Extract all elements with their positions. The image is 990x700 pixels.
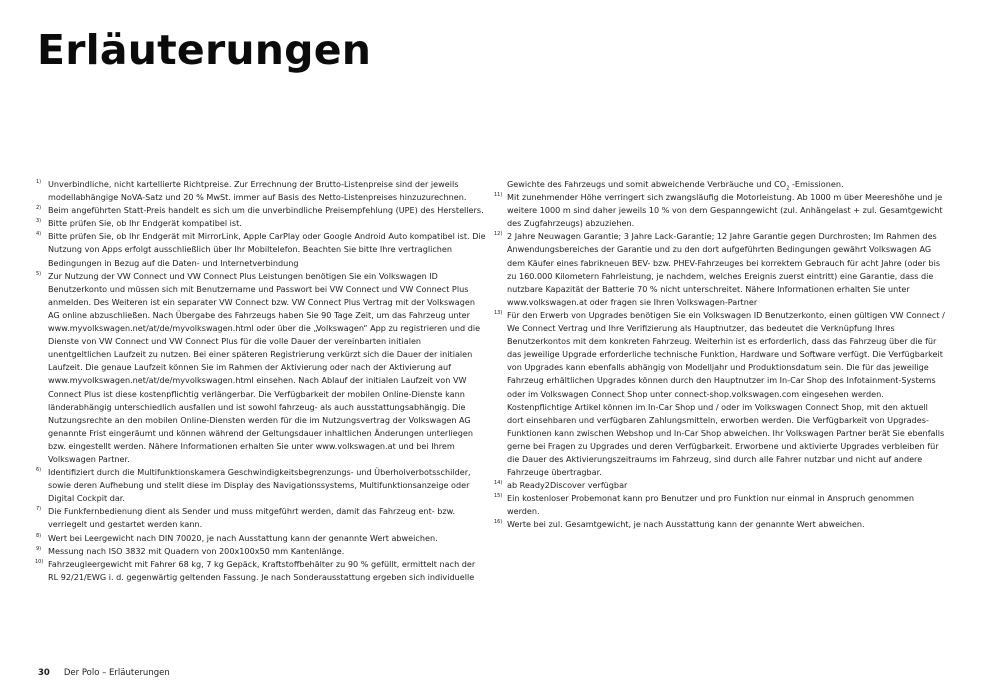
footnote-text: ab Ready2Discover verfügbar	[507, 480, 628, 491]
footnote-marker: 4)	[36, 231, 42, 238]
footnote-text: Zur Nutzung der VW Connect und VW Connect Plus Leistungen benötigen Sie ein Volkswagen ID Benutzerkonto und müssen sich mit Benutzername und Passwort bei VW Connect und VW Connect Plus anmelden. Des Weiteren ist ein separater VW Connect bzw. VW Connect Plus Vertrag mit der Volkswagen AG online abzuschließen. Nach Übergabe des Fahrzeugs haben Sie 90 Tage Zeit, um das Fahrzeug unter www.myvolkswagen.net/at/de/myvolkswagen.html oder über die „Volkswagen“ App zu registrieren und die Dienste von VW Connect und VW Connect Plus für die volle Dauer der vereinbarten initialen unentgeltlichen Laufzeit zu nutzen. Bei einer späteren Registrierung verkürzt sich die Dauer der initialen Laufzeit. Die genaue Laufzeit können Sie im Rahmen der Aktivierung oder nach der Aktivierung auf www.myvolkswagen.net/at/de/myvolkswagen.html einsehen. Nach Ablauf der initialen Laufzeit von VW Connect Plus ist diese kostenpflichtig verlängerbar. Die Verfügbarkeit der mobilen Online-Dienste kann länderabhängig unterschiedlich ausfallen und ist sowohl fahrzeug- als auch ausstattungsabhängig. Die Nutzungsrechte an den mobilen Online-Diensten werden für die im Nutzungsvertrag der Volkswagen AG genannte Frist eingeräumt und können während der Geltungsdauer inhaltlichen Änderungen unterliegen bzw. eingestellt werden. Nähere Informationen erhalten Sie unter www.volkswagen.at und bei Ihrem Volkswagen Partner.	[48, 270, 481, 464]
footnote-marker: 5)	[36, 270, 42, 277]
footnote-marker: 12)	[494, 231, 503, 238]
footnote-text: Identifiziert durch die Multifunktionskamera Geschwindigkeitsbegrenzungs- und Überholverbotsschilder, sowie deren Aufhebung und stellt diese im Display des Navigationssystems, Multifunktionsanzeige oder Digital Cockpit dar.	[48, 467, 471, 504]
footnote-text: Für den Erwerb von Upgrades benötigen Sie ein Volkswagen ID Benutzerkonto, einen gültigen VW Connect / We Connect Vertrag und Ihre Verifizierung als Hauptnutzer, das bedeutet die Verknüpfung Ihres Benutzerkontos mit dem konkreten Fahrzeug. Weiterhin ist es erforderlich, dass das Fahrzeug über die für das jeweilige Upgrade erforderliche technische Funktion, Hardware und Software verfügt. Die Verfügbarkeit von Upgrades kann ebenfalls abhängig von Modelljahr und Produktionsdatum sein. Die für das jeweilige Fahrzeug erhältlichen Upgrades können durch den Hauptnutzer im In-Car Shop des Infotainment-Systems oder im Volkswagen Connect Shop unter connect-shop.volkswagen.com eingesehen werden. Kostenpflichtige Artikel können im In-Car Shop und / oder im Volkswagen Connect Shop, mit den aktuell dort einsehbaren und verfügbaren Zahlungsmitteln, erworben werden. Die Verfügbarkeit von Upgrades-Funktionen kann zwischen Webshop und In-Car Shop abweichen. Ihr Volkswagen Partner berät Sie ebenfalls gerne bei Fragen zu Upgrades und deren Verfügbarkeit. Erworbene und aktivierte Upgrades verbleiben für die Dauer des Aktivierungszeitraums im Fahrzeug, sind durch alle Fahrer nutzbar und nicht auf andere Fahrzeuge übertragbar.	[507, 309, 945, 478]
footnote-15	[494, 492, 945, 518]
page-title: Erläuterungen	[37, 26, 372, 74]
footnote-12	[494, 230, 945, 309]
footnote-marker: 9)	[36, 545, 42, 552]
footnote-marker: 7)	[36, 506, 42, 513]
footnote-marker: 11)	[494, 192, 503, 199]
footnotes-left-column	[35, 178, 486, 584]
footnote-2	[38, 204, 486, 217]
footnote-text: Beim angeführten Statt-Preis handelt es sich um die unverbindliche Preisempfehlung (UPE) des Herstellers.	[48, 205, 484, 216]
footnote-text: 2 Jahre Neuwagen Garantie; 3 Jahre Lack-Garantie; 12 Jahre Garantie gegen Durchrosten; Im Rahmen des Anwendungsbereiches der Garantie und zu den dort aufgeführten Bedingungen gewährt Volkswagen AG dem Käufer eines fabrikneuen BEV- bzw. PHEV-Fahrzeuges bei korrektem Gebrauch für acht Jahre (oder bis zu 160.000 Kilometern Fahrleistung, je nachdem, welches Ereignis zuerst eintritt) eine Garantie, dass die nutzbare Kapazität der Batterie 70 % nicht unterschreitet. Nähere Informationen erhalten Sie unter www.volkswagen.at oder fragen sie Ihren Volkswagen-Partner	[507, 231, 941, 307]
footnote-text: Werte bei zul. Gesamtgewicht, je nach Ausstattung kann der genannte Wert abweichen.	[507, 519, 865, 530]
footnote-marker: 1)	[36, 179, 42, 185]
footnote-marker: 3)	[36, 218, 42, 225]
footnote-4	[38, 230, 486, 269]
footnote-1	[38, 178, 486, 204]
footnote-marker: 14)	[494, 480, 503, 487]
footnote-10-continuation: Gewichte des Fahrzeugs und somit abweichende Verbräuche und $CO_2$ -Emissionen.	[507, 179, 844, 192]
footnote-16	[494, 518, 945, 531]
footnote-marker: 8)	[36, 532, 42, 539]
footnote-5	[38, 270, 486, 466]
footnote-marker: 2)	[36, 205, 42, 212]
footnote-marker: 6)	[36, 467, 42, 474]
footnote-7	[38, 505, 486, 531]
footnote-9	[38, 545, 486, 558]
footnote-text: Ein kostenloser Probemonat kann pro Benutzer und pro Funktion nur einmal in Anspruch genommen werden.	[507, 493, 914, 517]
footnote-marker: 16)	[494, 519, 503, 526]
footnotes-right-column	[494, 178, 945, 532]
page-footer	[38, 668, 170, 678]
page-number: 30	[38, 668, 50, 678]
footnote-text: Bitte prüfen Sie, ob Ihr Endgerät kompatibel ist.	[48, 218, 242, 229]
footnote-6	[38, 466, 486, 505]
footnote-text: Wert bei Leergewicht nach DIN 70020, je nach Ausstattung kann der genannte Wert abweichen.	[48, 532, 438, 543]
footnote-14	[494, 479, 945, 492]
footnote-13	[494, 309, 945, 479]
footnote-marker: 10)	[35, 558, 44, 565]
footnote-8	[38, 532, 486, 545]
footer-section-label: Der Polo – Erläuterungen	[63, 668, 170, 678]
footnote-text: Unverbindliche, nicht kartellierte Richtpreise. Zur Errechnung der Brutto-Listenpreise sind der jeweils modellabhängige NoVA-Satz und 20 % MwSt. immer auf Basis des Netto-Listenpreises hinzuzurechnen.	[48, 179, 467, 203]
footnote-text: Die Funkfernbedienung dient als Sender und muss mitgeführt werden, damit das Fahrzeug ent- bzw. verriegelt und gestartet werden kann.	[48, 506, 456, 530]
footnote-marker: 13)	[494, 309, 503, 316]
footnote-10	[35, 558, 486, 584]
footnote-text: Mit zunehmender Höhe verringert sich zwangsläufig die Motorleistung. Ab 1000 m über Meereshöhe und je weitere 1000 m sind daher jeweils 10 % von dem Gespanngewicht (zul. Anhängelast + zul. Gesamtgewicht des Zugfahrzeugs) abzuziehen.	[507, 192, 943, 229]
footnote-3	[38, 217, 486, 230]
footnote-marker: 15)	[494, 493, 503, 500]
footnote-11	[494, 191, 945, 230]
footnote-text: Bitte prüfen Sie, ob Ihr Endgerät mit MirrorLink, Apple CarPlay oder Google Android Auto kompatibel ist. Die Nutzung von Apps erfolgt ausschließlich über Ihr Mobiltelefon. Beachten Sie bitte Ihre vertraglichen Bedingungen in Bezug auf die Daten- und Internetverbindung	[48, 231, 486, 268]
footnote-text: Messung nach ISO 3832 mit Quadern von 200x100x50 mm Kantenlänge.	[48, 545, 345, 556]
footnote-text: Fahrzeugleergewicht mit Fahrer 68 kg, 7 kg Gepäck, Kraftstoffbehälter zu 90 % gefüllt, ermittelt nach der RL 92/21/EWG i. d. gegenwärtig geltenden Fassung. Je nach Sonderausstattung ergeben sich individuelle	[48, 558, 476, 582]
